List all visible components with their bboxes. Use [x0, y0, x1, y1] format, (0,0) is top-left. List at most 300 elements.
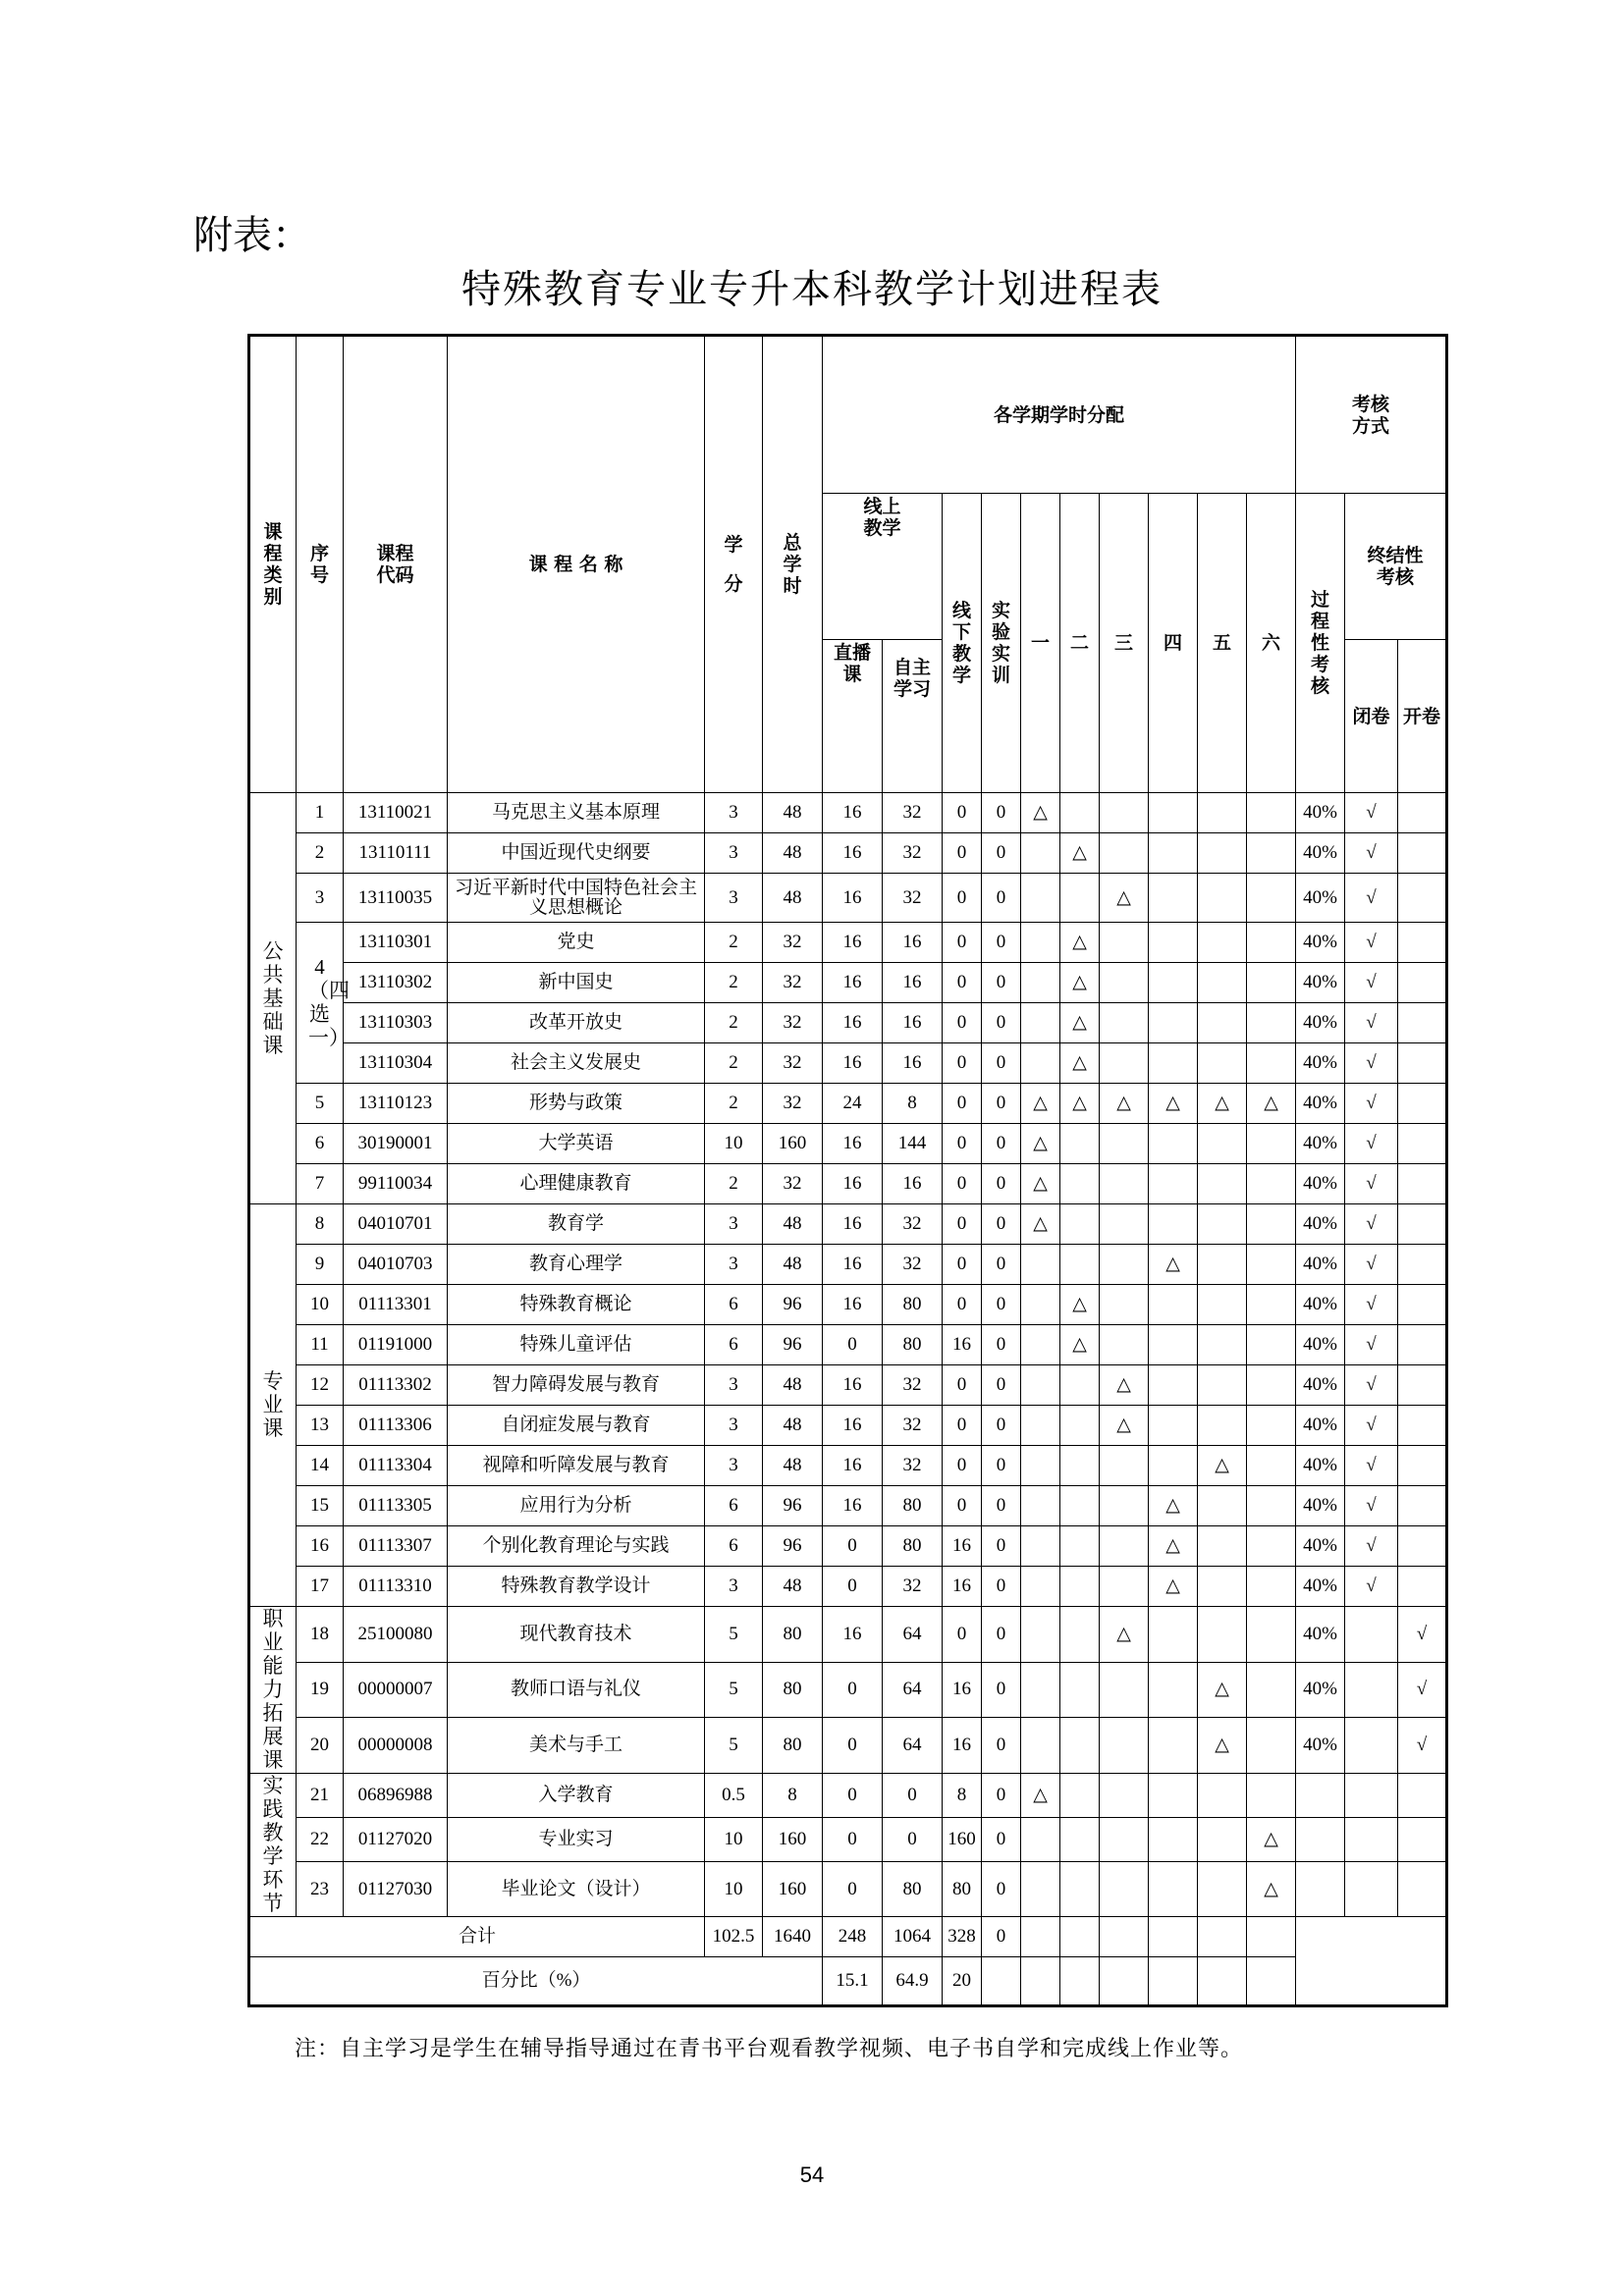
row-sem-3: [1100, 833, 1149, 874]
row-live: 16: [823, 1607, 883, 1663]
row-offline: 0: [943, 1285, 982, 1325]
row-credit: 2: [705, 963, 763, 1003]
row-name: 党史: [448, 923, 705, 963]
header-self-study: 自主学习: [883, 640, 943, 793]
row-seq: 7: [297, 1164, 344, 1204]
header-sem-4: 四: [1149, 494, 1198, 793]
row-sem-3: [1100, 1285, 1149, 1325]
row-closed-book: √: [1345, 1486, 1398, 1526]
row-sem-3: △: [1100, 874, 1149, 923]
row-self-study: 64: [883, 1662, 943, 1718]
row-sem-1: [1021, 833, 1060, 874]
row-process-exam: 40%: [1296, 1003, 1345, 1043]
row-open-book: [1398, 1084, 1447, 1124]
total-lab: 0: [982, 1917, 1021, 1957]
row-sem-4: [1149, 1365, 1198, 1406]
row-credit: 6: [705, 1486, 763, 1526]
row-seq: 22: [297, 1818, 344, 1862]
row-credit: 5: [705, 1718, 763, 1774]
row-seq: 1: [297, 793, 344, 833]
row-self-study: 32: [883, 833, 943, 874]
row-sem-4: [1149, 1662, 1198, 1718]
row-sem-5: △: [1198, 1718, 1247, 1774]
row-credit: 0.5: [705, 1774, 763, 1818]
row-sem-6: [1247, 923, 1296, 963]
table-row: [249, 1607, 1447, 1663]
row-total-hours: 80: [763, 1662, 823, 1718]
row-self-study: 8: [883, 1084, 943, 1124]
row-live: 16: [823, 1204, 883, 1245]
row-lab: 0: [982, 874, 1021, 923]
row-lab: 0: [982, 833, 1021, 874]
row-process-exam: 40%: [1296, 1084, 1345, 1124]
header-live: 直播课: [823, 640, 883, 793]
row-credit: 6: [705, 1325, 763, 1365]
row-sem-5: [1198, 833, 1247, 874]
row-sem-5: [1198, 1204, 1247, 1245]
row-total-hours: 32: [763, 1003, 823, 1043]
row-self-study: 32: [883, 1245, 943, 1285]
row-process-exam: 40%: [1296, 1662, 1345, 1718]
row-sem-5: [1198, 793, 1247, 833]
row-code: 01113310: [344, 1567, 448, 1607]
row-sem-5: [1198, 1325, 1247, 1365]
row-live: 24: [823, 1084, 883, 1124]
row-offline: 0: [943, 1164, 982, 1204]
row-sem-3: [1100, 1526, 1149, 1567]
row-sem-3: [1100, 1446, 1149, 1486]
row-lab: 0: [982, 1818, 1021, 1862]
row-sem-2: [1060, 1124, 1100, 1164]
row-sem-1: [1021, 1446, 1060, 1486]
row-open-book: [1398, 1774, 1447, 1818]
row-credit: 3: [705, 1365, 763, 1406]
row-sem-1: [1021, 1718, 1060, 1774]
row-sem-4: [1149, 963, 1198, 1003]
total-hours: 1640: [763, 1917, 823, 1957]
row-lab: 0: [982, 1043, 1021, 1084]
row-code: 04010701: [344, 1204, 448, 1245]
row-closed-book: √: [1345, 1285, 1398, 1325]
row-offline: 0: [943, 1245, 982, 1285]
percent-lab-empty: [982, 1957, 1021, 2006]
row-total-hours: 48: [763, 793, 823, 833]
row-name: 美术与手工: [448, 1718, 705, 1774]
row-offline: 0: [943, 1406, 982, 1446]
percent-row: [249, 1957, 1447, 2006]
row-sem-3: △: [1100, 1406, 1149, 1446]
row-name: 入学教育: [448, 1774, 705, 1818]
row-self-study: 16: [883, 1164, 943, 1204]
row-sem-2: [1060, 874, 1100, 923]
row-sem-2: △: [1060, 923, 1100, 963]
table-row: [249, 1043, 1447, 1084]
row-closed-book: √: [1345, 923, 1398, 963]
row-self-study: 32: [883, 1204, 943, 1245]
row-offline: 16: [943, 1718, 982, 1774]
row-sem-4: [1149, 1446, 1198, 1486]
row-sem-5: [1198, 1043, 1247, 1084]
category-career: 职业能力拓展课: [249, 1607, 297, 1774]
row-sem-1: [1021, 1526, 1060, 1567]
row-seq: 8: [297, 1204, 344, 1245]
row-offline: 16: [943, 1662, 982, 1718]
row-offline: 0: [943, 1204, 982, 1245]
row-seq: 9: [297, 1245, 344, 1285]
row-offline: 160: [943, 1818, 982, 1862]
row-sem-5: [1198, 1003, 1247, 1043]
table-row: [249, 1862, 1447, 1917]
row-credit: 2: [705, 1084, 763, 1124]
row-total-hours: 48: [763, 1204, 823, 1245]
row-sem-5: [1198, 1567, 1247, 1607]
row-sem-3: [1100, 793, 1149, 833]
percent-sem-empty: [1021, 1957, 1060, 2006]
percent-label: 百分比（%）: [249, 1957, 823, 2006]
table-row: [249, 963, 1447, 1003]
row-credit: 3: [705, 833, 763, 874]
row-self-study: 80: [883, 1862, 943, 1917]
row-name: 特殊教育教学设计: [448, 1567, 705, 1607]
row-code: 13110021: [344, 793, 448, 833]
total-offline: 328: [943, 1917, 982, 1957]
total-credit: 102.5: [705, 1917, 763, 1957]
row-code: 04010703: [344, 1245, 448, 1285]
row-closed-book: √: [1345, 1124, 1398, 1164]
row-name: 中国近现代史纲要: [448, 833, 705, 874]
row-live: 16: [823, 793, 883, 833]
row-code: 01113304: [344, 1446, 448, 1486]
row-live: 0: [823, 1325, 883, 1365]
row-sem-1: △: [1021, 1204, 1060, 1245]
row-sem-5: △: [1198, 1084, 1247, 1124]
row-sem-5: [1198, 1862, 1247, 1917]
header-code: 课程代码: [344, 336, 448, 793]
row-sem-2: [1060, 1245, 1100, 1285]
row-name: 智力障碍发展与教育: [448, 1365, 705, 1406]
row-sem-6: [1247, 1406, 1296, 1446]
row-sem-5: [1198, 1164, 1247, 1204]
row-offline: 16: [943, 1567, 982, 1607]
row-sem-2: [1060, 1406, 1100, 1446]
row-open-book: [1398, 1043, 1447, 1084]
row-sem-6: [1247, 1365, 1296, 1406]
category-public: 公共基础课: [249, 793, 297, 1204]
row-sem-3: [1100, 1245, 1149, 1285]
row-open-book: [1398, 1446, 1447, 1486]
row-sem-1: [1021, 1567, 1060, 1607]
row-total-hours: 48: [763, 1406, 823, 1446]
percent-sem-empty: [1149, 1957, 1198, 2006]
row-sem-2: [1060, 1164, 1100, 1204]
row-lab: 0: [982, 1446, 1021, 1486]
total-label: 合计: [249, 1917, 705, 1957]
row-sem-4: △: [1149, 1245, 1198, 1285]
header-category: 课程类别: [249, 336, 297, 793]
row-sem-6: [1247, 1567, 1296, 1607]
row-credit: 5: [705, 1662, 763, 1718]
percent-live: 15.1: [823, 1957, 883, 2006]
row-offline: 0: [943, 1124, 982, 1164]
row-sem-6: △: [1247, 1862, 1296, 1917]
total-sem-empty: [1149, 1917, 1198, 1957]
row-name: 专业实习: [448, 1818, 705, 1862]
row-seq: 15: [297, 1486, 344, 1526]
row-seq: 18: [297, 1607, 344, 1663]
header-online: 线上教学: [823, 494, 943, 640]
row-sem-4: [1149, 793, 1198, 833]
row-offline: 0: [943, 1084, 982, 1124]
row-process-exam: 40%: [1296, 1526, 1345, 1567]
row-sem-1: [1021, 1365, 1060, 1406]
row-name: 习近平新时代中国特色社会主义思想概论: [448, 874, 705, 923]
row-name: 心理健康教育: [448, 1164, 705, 1204]
table-row: [249, 923, 1447, 963]
header-sem-3: 三: [1100, 494, 1149, 793]
row-lab: 0: [982, 1774, 1021, 1818]
row-sem-5: [1198, 1365, 1247, 1406]
row-live: 16: [823, 1406, 883, 1446]
row-credit: 3: [705, 1204, 763, 1245]
row-lab: 0: [982, 1526, 1021, 1567]
row-total-hours: 96: [763, 1285, 823, 1325]
row-offline: 0: [943, 1365, 982, 1406]
table-row: [249, 1662, 1447, 1718]
row-self-study: 64: [883, 1718, 943, 1774]
row-sem-5: [1198, 1406, 1247, 1446]
row-sem-4: [1149, 1325, 1198, 1365]
row-name: 毕业论文（设计）: [448, 1862, 705, 1917]
row-self-study: 80: [883, 1285, 943, 1325]
row-sem-4: [1149, 1124, 1198, 1164]
row-sem-2: [1060, 793, 1100, 833]
row-sem-3: [1100, 1204, 1149, 1245]
row-live: 0: [823, 1818, 883, 1862]
row-offline: 0: [943, 1003, 982, 1043]
row-sem-2: △: [1060, 963, 1100, 1003]
row-open-book: √: [1398, 1718, 1447, 1774]
row-closed-book: [1345, 1818, 1398, 1862]
row-live: 16: [823, 1285, 883, 1325]
row-open-book: √: [1398, 1662, 1447, 1718]
row-total-hours: 48: [763, 1365, 823, 1406]
row-total-hours: 96: [763, 1526, 823, 1567]
row-process-exam: 40%: [1296, 923, 1345, 963]
row-live: 0: [823, 1526, 883, 1567]
total-live: 248: [823, 1917, 883, 1957]
teaching-plan-table: [247, 334, 1448, 2007]
row-offline: 0: [943, 874, 982, 923]
total-sem-empty: [1100, 1917, 1149, 1957]
row-seq: 3: [297, 874, 344, 923]
row-total-hours: 32: [763, 1084, 823, 1124]
row-sem-1: [1021, 1818, 1060, 1862]
row-code: 01113307: [344, 1526, 448, 1567]
row-code: 06896988: [344, 1774, 448, 1818]
header-sem-1: 一: [1021, 494, 1060, 793]
row-seq: 19: [297, 1662, 344, 1718]
row-sem-1: [1021, 963, 1060, 1003]
row-sem-3: △: [1100, 1365, 1149, 1406]
row-sem-1: [1021, 1662, 1060, 1718]
row-sem-2: [1060, 1567, 1100, 1607]
row-sem-6: [1247, 1003, 1296, 1043]
row-sem-1: [1021, 923, 1060, 963]
row-open-book: [1398, 1818, 1447, 1862]
row-lab: 0: [982, 963, 1021, 1003]
row-process-exam: 40%: [1296, 1204, 1345, 1245]
footnote: 注：自主学习是学生在辅导指导通过在青书平台观看教学视频、电子书自学和完成线上作业等。: [295, 2037, 1244, 2061]
row-sem-4: [1149, 1164, 1198, 1204]
row-seq: 17: [297, 1567, 344, 1607]
header-seq: 序号: [297, 336, 344, 793]
row-credit: 3: [705, 1406, 763, 1446]
header-semester-distribution: 各学期学时分配: [823, 336, 1296, 494]
row-sem-5: △: [1198, 1446, 1247, 1486]
row-closed-book: √: [1345, 1043, 1398, 1084]
row-total-hours: 8: [763, 1774, 823, 1818]
row-code: 00000007: [344, 1662, 448, 1718]
row-closed-book: √: [1345, 1003, 1398, 1043]
row-live: 16: [823, 1245, 883, 1285]
row-code: 01113302: [344, 1365, 448, 1406]
row-seq: 14: [297, 1446, 344, 1486]
row-process-exam: 40%: [1296, 1245, 1345, 1285]
row-process-exam: 40%: [1296, 1567, 1345, 1607]
row-live: 16: [823, 1365, 883, 1406]
row-total-hours: 48: [763, 1446, 823, 1486]
row-closed-book: [1345, 1774, 1398, 1818]
row-open-book: [1398, 1365, 1447, 1406]
row-total-hours: 48: [763, 874, 823, 923]
row-process-exam: 40%: [1296, 1718, 1345, 1774]
row-sem-1: [1021, 1245, 1060, 1285]
table-row: [249, 1567, 1447, 1607]
row-closed-book: √: [1345, 874, 1398, 923]
row-process-exam: 40%: [1296, 1607, 1345, 1663]
row-sem-1: [1021, 1607, 1060, 1663]
row-live: 0: [823, 1662, 883, 1718]
row-process-exam: [1296, 1818, 1345, 1862]
row-lab: 0: [982, 1406, 1021, 1446]
row-sem-4: [1149, 874, 1198, 923]
row-total-hours: 32: [763, 1043, 823, 1084]
header-sem-5: 五: [1198, 494, 1247, 793]
row-offline: 0: [943, 1607, 982, 1663]
row-live: 16: [823, 1486, 883, 1526]
row-closed-book: √: [1345, 1245, 1398, 1285]
row-sem-2: [1060, 1718, 1100, 1774]
row-sem-3: [1100, 963, 1149, 1003]
row-self-study: 32: [883, 1365, 943, 1406]
appendix-label: 附表：: [193, 213, 311, 258]
row-process-exam: 40%: [1296, 1325, 1345, 1365]
row-lab: 0: [982, 1285, 1021, 1325]
row-code: 13110302: [344, 963, 448, 1003]
row-total-hours: 160: [763, 1124, 823, 1164]
row-total-hours: 160: [763, 1818, 823, 1862]
row-seq: 23: [297, 1862, 344, 1917]
row-code: 01127030: [344, 1862, 448, 1917]
row-process-exam: 40%: [1296, 1365, 1345, 1406]
category-practice: 实践教学环节: [249, 1774, 297, 1917]
row-name: 教师口语与礼仪: [448, 1662, 705, 1718]
page-title: 特殊教育专业专升本科教学计划进程表: [461, 267, 1163, 312]
row-open-book: [1398, 1124, 1447, 1164]
row-live: 16: [823, 1446, 883, 1486]
row-credit: 10: [705, 1818, 763, 1862]
row-sem-6: [1247, 1164, 1296, 1204]
row-lab: 0: [982, 1245, 1021, 1285]
row-open-book: [1398, 963, 1447, 1003]
row-live: 16: [823, 833, 883, 874]
row-sem-5: [1198, 1486, 1247, 1526]
row-code: 13110111: [344, 833, 448, 874]
header-exam-method: 考核方式: [1296, 336, 1447, 494]
row-sem-4: △: [1149, 1486, 1198, 1526]
row-closed-book: √: [1345, 1084, 1398, 1124]
row-sem-4: [1149, 923, 1198, 963]
table-row: [249, 1164, 1447, 1204]
row-open-book: [1398, 923, 1447, 963]
row-name: 应用行为分析: [448, 1486, 705, 1526]
category-major: 专业课: [249, 1204, 297, 1607]
row-sem-4: [1149, 1003, 1198, 1043]
row-total-hours: 80: [763, 1718, 823, 1774]
row-process-exam: [1296, 1862, 1345, 1917]
row-total-hours: 80: [763, 1607, 823, 1663]
row-sem-2: [1060, 1662, 1100, 1718]
row-process-exam: 40%: [1296, 874, 1345, 923]
table-row: [249, 1406, 1447, 1446]
row-sem-6: [1247, 793, 1296, 833]
row-name: 特殊儿童评估: [448, 1325, 705, 1365]
row-live: 0: [823, 1774, 883, 1818]
row-credit: 3: [705, 793, 763, 833]
row-sem-4: △: [1149, 1084, 1198, 1124]
row-credit: 3: [705, 1245, 763, 1285]
row-sem-2: [1060, 1774, 1100, 1818]
row-name: 新中国史: [448, 963, 705, 1003]
row-credit: 6: [705, 1285, 763, 1325]
row-closed-book: √: [1345, 1446, 1398, 1486]
row-self-study: 80: [883, 1486, 943, 1526]
row-closed-book: √: [1345, 833, 1398, 874]
table-row: [249, 833, 1447, 874]
row-sem-2: △: [1060, 833, 1100, 874]
row-total-hours: 160: [763, 1862, 823, 1917]
row-closed-book: √: [1345, 963, 1398, 1003]
row-open-book: [1398, 1862, 1447, 1917]
row-name: 视障和听障发展与教育: [448, 1446, 705, 1486]
row-lab: 0: [982, 793, 1021, 833]
row-name: 教育心理学: [448, 1245, 705, 1285]
total-self-study: 1064: [883, 1917, 943, 1957]
row-name: 社会主义发展史: [448, 1043, 705, 1084]
row-sem-6: [1247, 1486, 1296, 1526]
row-sem-1: [1021, 1285, 1060, 1325]
row-closed-book: [1345, 1862, 1398, 1917]
row-sem-5: [1198, 1774, 1247, 1818]
row-sem-1: [1021, 1486, 1060, 1526]
row-self-study: 32: [883, 1567, 943, 1607]
row-sem-3: [1100, 1718, 1149, 1774]
row-credit: 3: [705, 1567, 763, 1607]
header-total-hours: 总学时: [763, 336, 823, 793]
row-total-hours: 48: [763, 1245, 823, 1285]
table-row: [249, 1003, 1447, 1043]
row-closed-book: √: [1345, 1567, 1398, 1607]
